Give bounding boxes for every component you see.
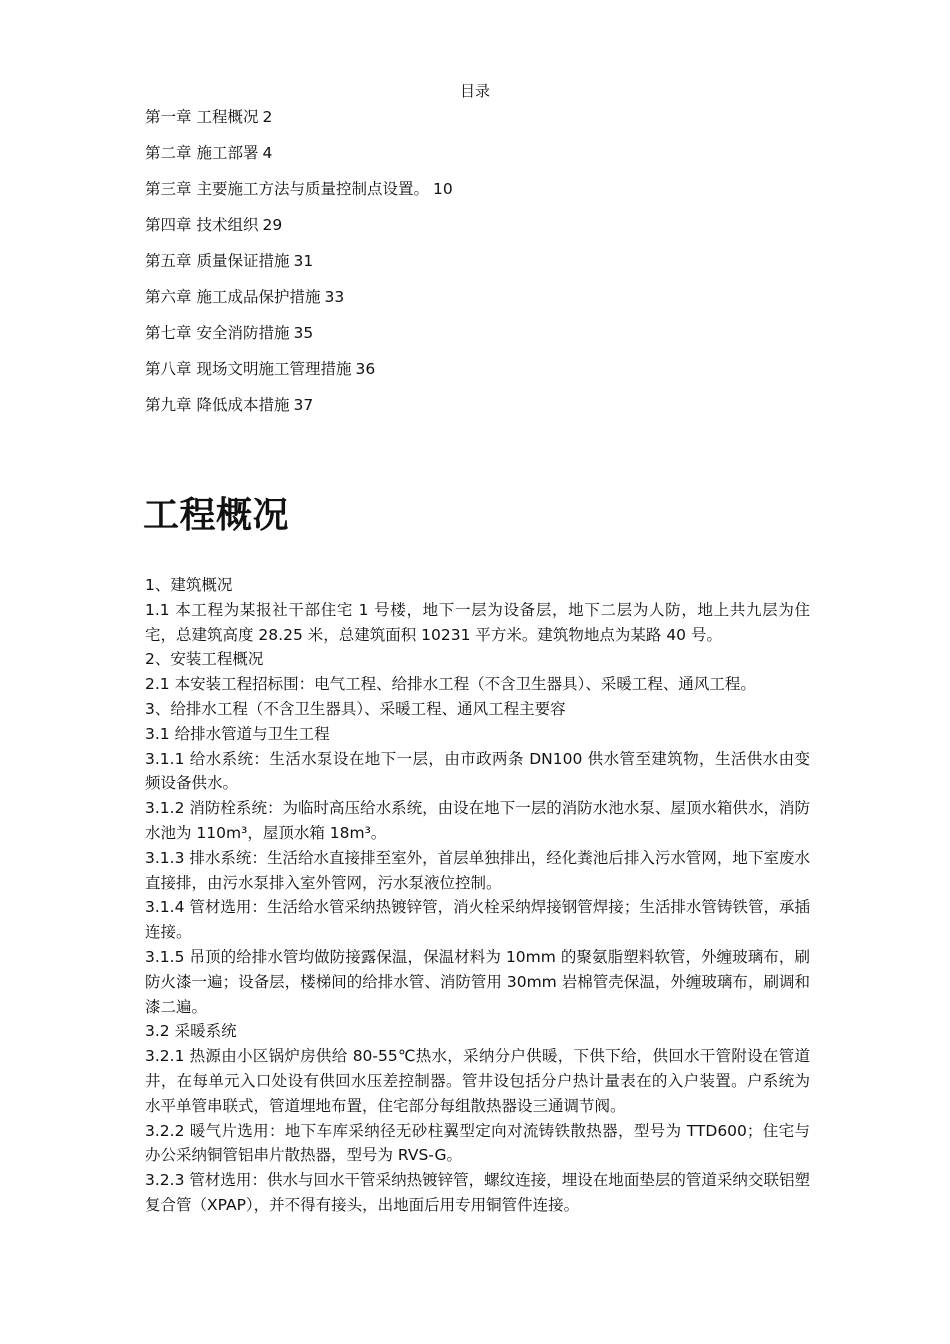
toc-entry-title: 工程概况 — [196, 108, 259, 126]
toc-chapter: 第一章 — [145, 108, 192, 126]
toc-entry-1[interactable] — [145, 106, 825, 142]
paragraph: 3.1.4 管材选用：生活给水管采纳热镀锌管，消火栓采纳焊接钢管焊接；生活排水管铸铁管，承插连接。 — [145, 898, 810, 942]
toc-chapter: 第六章 — [145, 288, 192, 306]
toc-title: 目录 — [459, 82, 490, 100]
paragraph: 3.2 采暖系统 — [145, 1022, 237, 1041]
toc-entry-9[interactable] — [145, 394, 825, 430]
toc-chapter: 第九章 — [145, 396, 192, 414]
toc-chapter: 第三章 — [145, 180, 192, 198]
toc-entry-title: 施工部署 — [196, 144, 259, 162]
section-heading: 工程概况 — [143, 495, 290, 536]
paragraph: 3.1.2 消防栓系统：为临时高压给水系统，由设在地下一层的消防水池水泵、屋顶水箱供水，消防水池为 110m³，屋顶水箱 18m³。 — [145, 799, 810, 842]
toc-entry-title: 技术组织 — [196, 216, 259, 234]
toc-chapter: 第五章 — [145, 252, 192, 270]
table-of-contents — [145, 106, 825, 430]
toc-page-number: 36 — [355, 360, 376, 378]
toc-chapter: 第七章 — [145, 324, 192, 342]
toc-page-number: 10 — [432, 180, 453, 198]
toc-page-number: 35 — [293, 324, 314, 342]
toc-page-number: 2 — [262, 108, 273, 126]
toc-page-number: 4 — [262, 144, 273, 162]
paragraph: 3.1 给排水管道与卫生工程 — [145, 724, 330, 743]
toc-entry-5[interactable] — [145, 250, 825, 286]
toc-chapter: 第四章 — [145, 216, 192, 234]
toc-entry-title: 施工成品保护措施 — [196, 288, 321, 306]
toc-entry-7[interactable] — [145, 322, 825, 358]
toc-chapter: 第二章 — [145, 144, 192, 162]
toc-entry-title: 主要施工方法与质量控制点设置。 — [196, 180, 429, 198]
toc-page-number: 37 — [293, 396, 314, 414]
toc-entry-6[interactable] — [145, 286, 825, 322]
paragraph: 2.1 本安装工程招标围：电气工程、给排水工程（不含卫生器具）、采暖工程、通风工程。 — [145, 675, 756, 694]
paragraph: 2、安装工程概况 — [145, 650, 264, 669]
paragraph: 3、给排水工程（不含卫生器具）、采暖工程、通风工程主要容 — [145, 699, 566, 718]
toc-entry-title: 安全消防措施 — [196, 324, 290, 342]
paragraph: 3.2.1 热源由小区锅炉房供给 80-55℃热水，采纳分户供暖，下供下给，供回水干管附设在管道井，在每单元入口处设有供回水压差控制器。管井设包括分户热计量表在的入户装置。户系统为水平单管串联式，管道埋地布置，住宅部分每组散热器设三通调节阀。 — [145, 1047, 810, 1115]
toc-page-number: 31 — [293, 252, 314, 270]
toc-page-number: 33 — [324, 288, 345, 306]
toc-entry-title: 降低成本措施 — [196, 396, 290, 414]
toc-page-number: 29 — [262, 216, 283, 234]
toc-chapter: 第八章 — [145, 360, 192, 378]
paragraph: 3.1.1 给水系统：生活水泵设在地下一层，由市政两条 DN100 供水管至建筑物，生活供水由变频设备供水。 — [145, 749, 810, 793]
toc-entry-title: 现场文明施工管理措施 — [196, 360, 352, 378]
paragraph: 3.2.3 管材选用：供水与回水干管采纳热镀锌管，螺纹连接，埋设在地面垫层的管道采纳交联铝塑复合管（XPAP），并不得有接头，出地面后用专用铜管件连接。 — [145, 1171, 810, 1214]
paragraph: 3.1.5 吊顶的给排水管均做防接露保温，保温材料为 10mm 的聚氨脂塑料软管，外缠玻璃布，刷防火漆一遍；设备层，楼梯间的给排水管、消防管用 30mm 岩棉管壳保温，外缠玻璃布，刷调和漆二遍。 — [145, 947, 810, 1016]
paragraph: 1、建筑概况 — [145, 576, 233, 594]
paragraph: 1.1 本工程为某报社干部住宅 1 号楼，地下一层为设备层，地下二层为人防，地上共九层为住宅，总建筑高度 28.25 米，总建筑面积 10231 平方米。建筑物地点为某路 40 号。 — [145, 600, 810, 644]
section-body — [145, 573, 810, 1218]
paragraph: 3.1.3 排水系统：生活给水直接排至室外，首层单独排出，经化粪池后排入污水管网，地下室废水直接排，由污水泵排入室外管网，污水泵液位控制。 — [145, 848, 810, 892]
toc-entry-4[interactable] — [145, 214, 825, 250]
toc-entry-3[interactable] — [145, 178, 825, 214]
toc-entry-2[interactable] — [145, 142, 825, 178]
toc-entry-title: 质量保证措施 — [196, 252, 290, 270]
paragraph: 3.2.2 暖气片选用：地下车库采纳径无砂柱翼型定向对流铸铁散热器，型号为 TTD600；住宅与办公采纳铜管铝串片散热器，型号为 RVS-G。 — [145, 1121, 810, 1165]
toc-entry-8[interactable] — [145, 358, 825, 394]
